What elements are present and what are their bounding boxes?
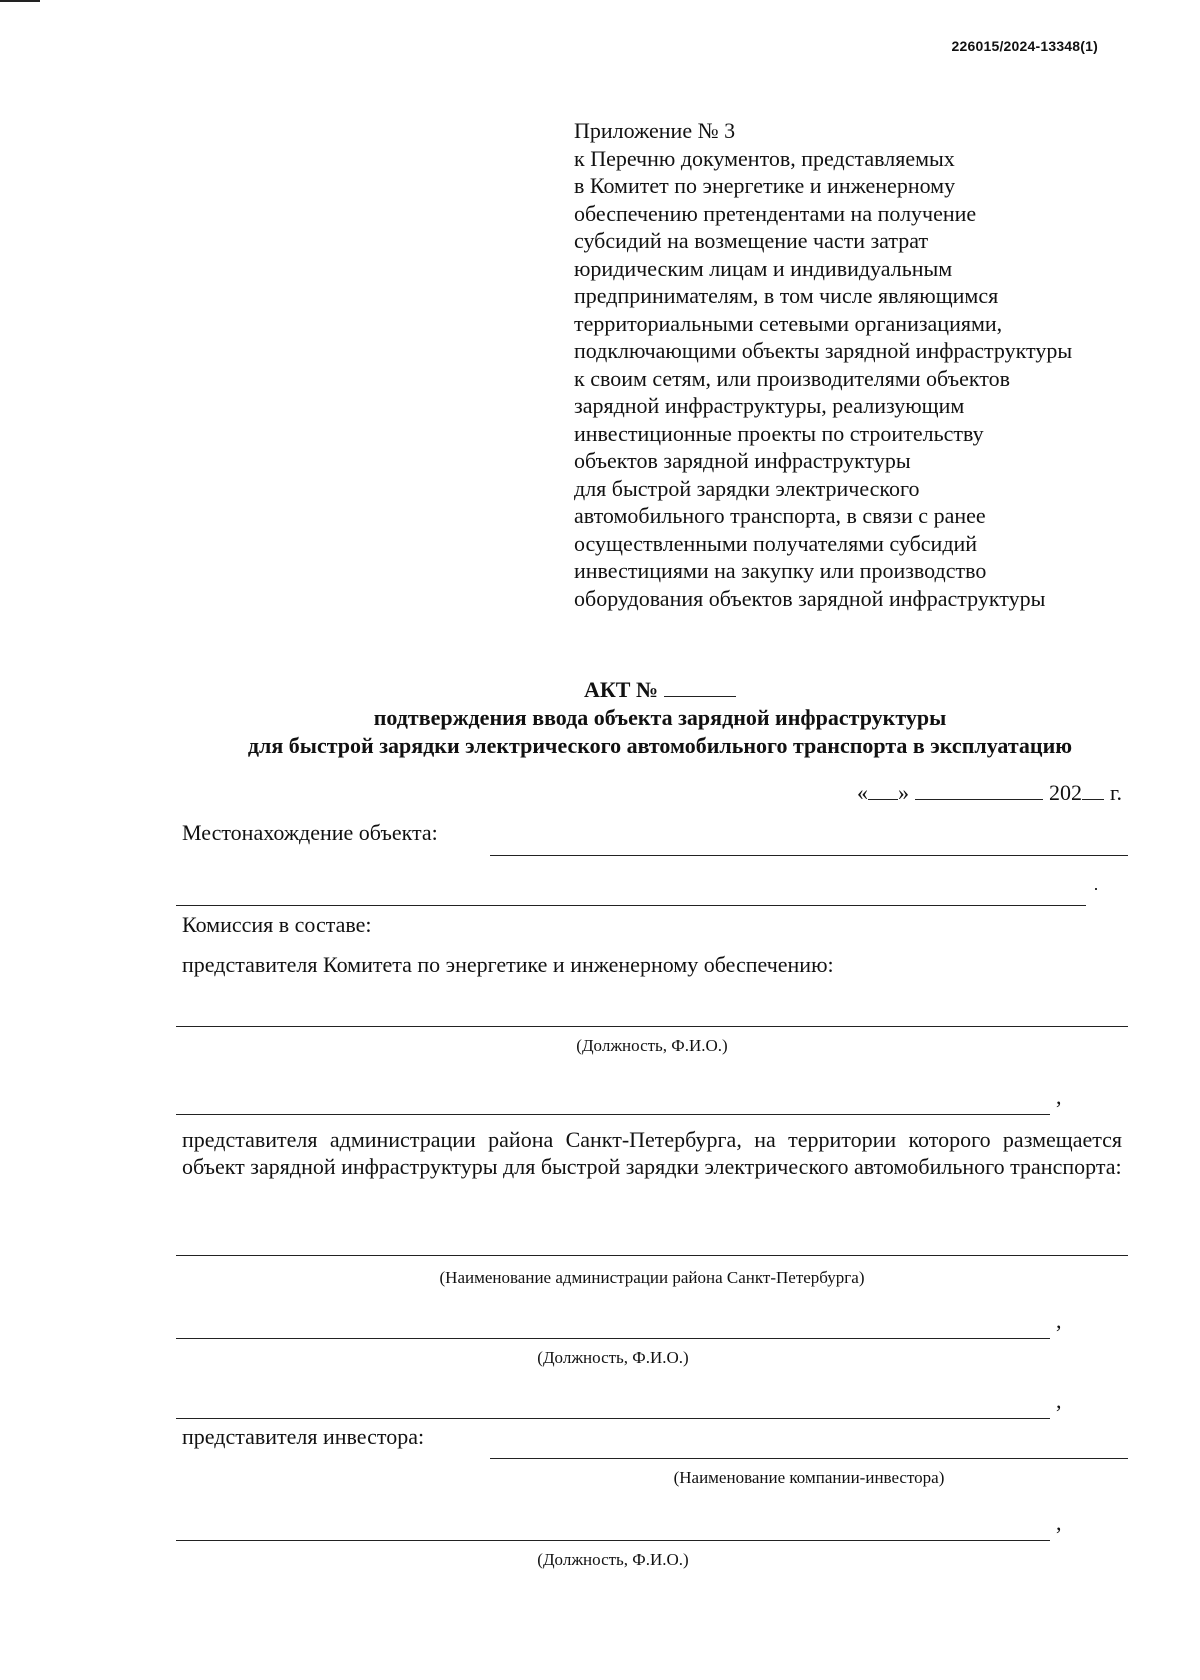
appendix-line: автомобильного транспорта, в связи с ранее	[574, 503, 986, 528]
committee-rep-field[interactable]	[176, 1026, 1128, 1027]
district-rep-position-field[interactable]	[176, 1338, 1050, 1339]
appendix-line: подключающими объекты зарядной инфраструктуры	[574, 338, 1073, 363]
date-day-blank[interactable]	[868, 781, 898, 800]
location-field-line-2[interactable]	[176, 905, 1086, 906]
appendix-line: обеспечению претендентами на получение	[574, 200, 977, 226]
appendix-line: к Перечню документов, представляемых	[574, 145, 955, 171]
district-rep-text: представителя администрации района Санкт-Петербурга, на территории которого размещается объект зарядной инфраструктуры для быстрой зарядки электрического автомобильного транспорта:	[182, 1127, 1122, 1179]
location-label: Местонахождение объекта:	[182, 820, 438, 845]
investor-company-field[interactable]	[490, 1458, 1128, 1459]
appendix-line: инвестиционные проекты по строительству	[574, 420, 984, 446]
act-title	[120, 676, 1200, 760]
location-field-line-1[interactable]	[490, 855, 1128, 856]
registration-number: 226015/2024-13348(1)	[951, 38, 1098, 54]
date-close-quote: »	[897, 780, 909, 805]
appendix-line: предпринимателям, в том числе являющимся	[574, 283, 999, 308]
caption-district-admin: (Наименование администрации района Санкт-Петербурга)	[439, 1268, 865, 1287]
act-number-line	[120, 676, 1200, 704]
act-title-line-1: подтверждения ввода объекта зарядной инфраструктуры	[373, 705, 947, 730]
caption-investor-company: (Наименование компании-инвестора)	[673, 1468, 945, 1487]
act-number-blank[interactable]	[664, 676, 736, 697]
appendix-line: осуществленными получателями субсидий	[574, 530, 978, 556]
comma: ,	[1056, 1308, 1062, 1333]
committee-rep-field-2[interactable]	[176, 1114, 1050, 1115]
act-title-line-2: для быстрой зарядки электрического автомобильного транспорта в эксплуатацию	[247, 733, 1073, 758]
date-month-blank[interactable]	[915, 781, 1043, 800]
appendix-line: к своим сетям, или производителями объектов	[574, 365, 1010, 391]
district-admin-field[interactable]	[176, 1255, 1128, 1256]
appendix-line: Приложение № 3	[574, 118, 736, 143]
appendix-line: территориальными сетевыми организациями,	[574, 310, 1003, 336]
committee-rep-label: представителя Комитета по энергетике и инженерному обеспечению:	[182, 952, 834, 977]
date-year-suffix: г.	[1109, 780, 1122, 805]
comma: ,	[1056, 1388, 1062, 1413]
date-year-blank[interactable]	[1082, 781, 1104, 800]
scan-corner-mark	[0, 0, 40, 2]
date-year-prefix: 202	[1048, 780, 1082, 805]
caption-position-name: (Должность, Ф.И.О.)	[537, 1550, 689, 1569]
caption-position-name: (Должность, Ф.И.О.)	[576, 1036, 728, 1055]
caption-position-name: (Должность, Ф.И.О.)	[537, 1348, 689, 1367]
date-line	[857, 780, 1122, 806]
appendix-line: инвестициями на закупку или производство	[574, 558, 987, 583]
act-label: АКТ №	[583, 677, 659, 702]
appendix-line: юридическим лицам и индивидуальным	[574, 255, 953, 281]
district-rep-position-field-2[interactable]	[176, 1418, 1050, 1419]
investor-rep-label: представителя инвестора:	[182, 1424, 425, 1449]
appendix-line: субсидий на возмещение части затрат	[574, 228, 929, 253]
comma: ,	[1056, 1084, 1062, 1109]
scan-speck	[1095, 888, 1097, 890]
appendix-line: зарядной инфраструктуры, реализующим	[574, 393, 965, 418]
appendix-line: для быстрой зарядки электрического	[574, 475, 920, 501]
appendix-line: объектов зарядной инфраструктуры	[574, 448, 911, 473]
investor-rep-position-field[interactable]	[176, 1540, 1050, 1541]
appendix-line: в Комитет по энергетике и инженерному	[574, 173, 956, 198]
commission-label: Комиссия в составе:	[182, 912, 372, 937]
appendix-heading	[574, 117, 1134, 612]
comma: ,	[1056, 1510, 1062, 1535]
appendix-line: оборудования объектов зарядной инфраструктуры	[574, 585, 1046, 611]
date-open-quote: «	[856, 780, 868, 805]
